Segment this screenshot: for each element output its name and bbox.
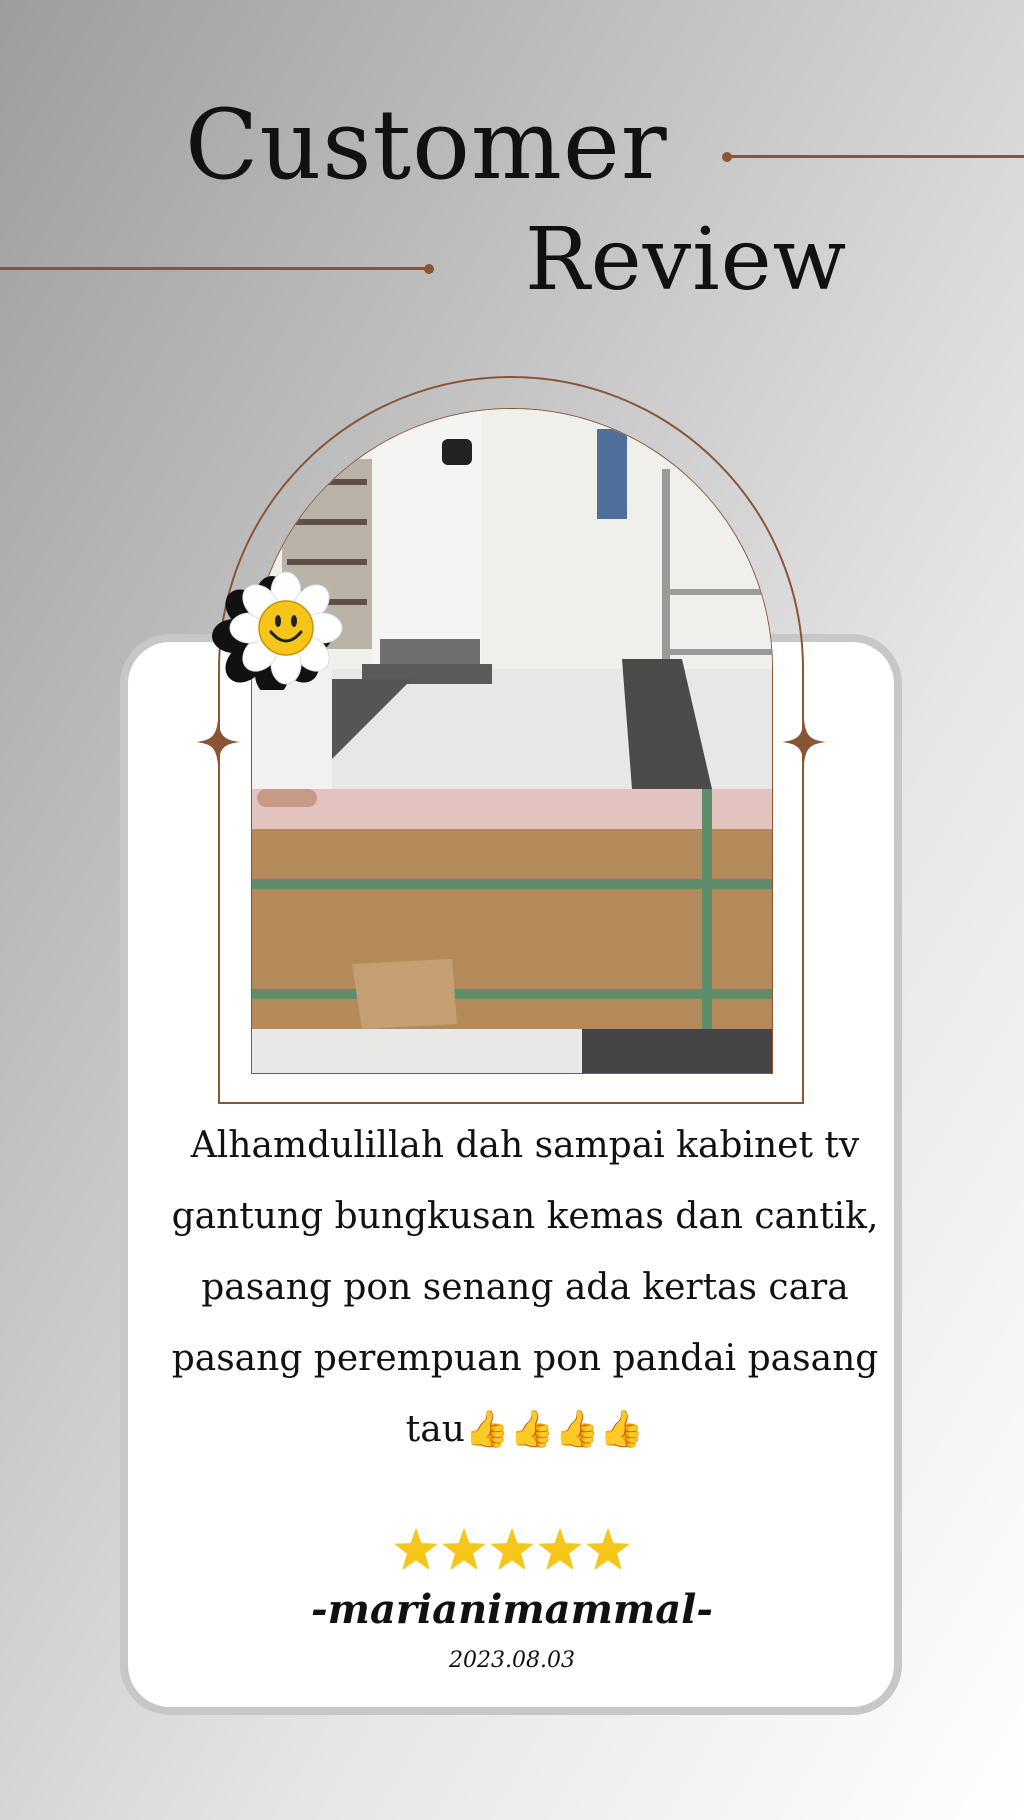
line-dot <box>424 264 434 274</box>
reviewer-name: -marianimammal- <box>311 1586 713 1633</box>
decorative-line-right <box>726 155 1024 158</box>
star-rating <box>0 1528 1024 1570</box>
title-review: Review <box>525 210 848 310</box>
decorative-line-left <box>0 267 430 270</box>
smiley-flower-icon <box>212 568 348 690</box>
star-icon <box>442 1528 486 1570</box>
review-photo-illustration <box>252 409 773 1074</box>
star-icon <box>586 1528 630 1570</box>
review-text: Alhamdulillah dah sampai kabinet tv gantung bungkusan kemas dan cantik, pasang pon senang ada kertas cara pasang perempuan pon pandai pasang tau👍👍👍👍 <box>171 1125 879 1450</box>
star-icon <box>490 1528 534 1570</box>
star-icon <box>394 1528 438 1570</box>
star-icon <box>538 1528 582 1570</box>
line-dot <box>722 152 732 162</box>
sparkle-icon <box>196 720 240 764</box>
title-customer: Customer <box>185 89 668 201</box>
review-date: 2023.08.03 <box>449 1648 575 1673</box>
review-photo <box>251 408 773 1074</box>
sparkle-icon <box>782 720 826 764</box>
